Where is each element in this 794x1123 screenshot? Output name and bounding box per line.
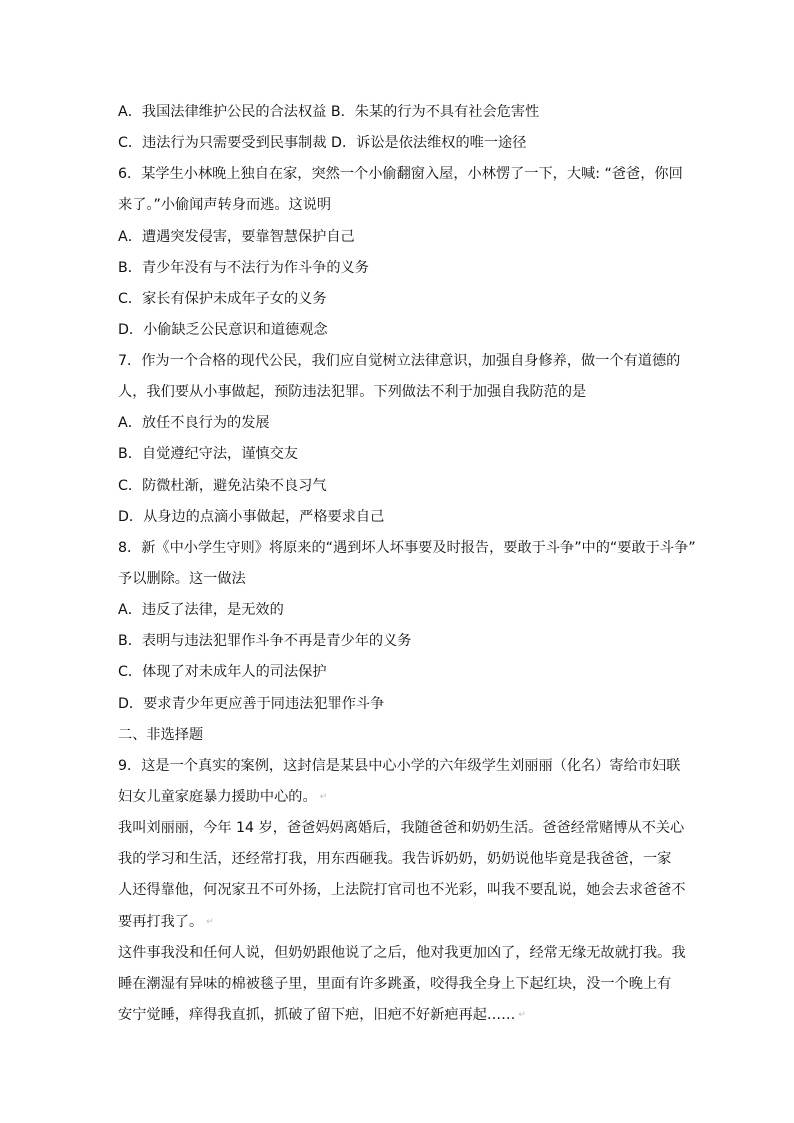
question-8-option-d: D．要求青少年更应善于同违法犯罪作斗争 <box>118 696 385 712</box>
question-7-stem-cont: 人，我们要从小事做起，预防违法犯罪。下列做法不利于加强自我防范的是 <box>118 384 587 400</box>
section-heading: 二、非选择题 <box>118 727 204 743</box>
paragraph-mark-icon: ↵ <box>518 1010 526 1020</box>
letter-line: 人还得靠他，何况家丑不可外扬，上法院打官司也不光彩，叫我不要乱说，她会去求爸爸不 <box>118 882 686 898</box>
question-7-option-c: C．防微杜渐，避免沾染不良习气 <box>118 478 327 494</box>
letter-line: 睡在潮湿有异味的棉被毯子里，里面有许多跳蚤，咬得我全身上下起红块，没一个晚上有 <box>118 976 672 992</box>
question-8-option-c: C．体现了对未成年人的司法保护 <box>118 664 327 680</box>
question-8-option-b: B．表明与违法犯罪作斗争不再是青少年的义务 <box>118 633 412 649</box>
option-line-c-d: C．违法行为只需要受到民事制裁 D．诉讼是依法维权的唯一途径 <box>118 135 527 151</box>
question-6-option-b: B．青少年没有与不法行为作斗争的义务 <box>118 260 369 276</box>
letter-line: 要再打我了。 ↵ <box>118 914 214 930</box>
letter-line: 安宁觉睡，痒得我直抓，抓破了留下疤，旧疤不好新疤再起…… ↵ <box>118 1007 526 1023</box>
question-6-stem-cont: 来了。”小偷闻声转身而逃。这说明 <box>118 197 332 213</box>
question-8-stem-cont: 予以删除。这一做法 <box>118 571 246 587</box>
letter-line: 这件事我没和任何人说，但奶奶跟他说了之后，他对我更加凶了，经常无缘无故就打我。我 <box>118 945 686 961</box>
question-6-option-a: A．遭遇突发侵害，要靠智慧保护自己 <box>118 229 355 245</box>
question-7-option-b: B．自觉遵纪守法，谨慎交友 <box>118 446 298 462</box>
question-9-stem-cont: 妇女儿童家庭暴力援助中心的。 ↵ <box>118 789 328 805</box>
question-7-stem: 7．作为一个合格的现代公民，我们应自觉树立法律意识，加强自身修养，做一个有道德的 <box>118 353 681 369</box>
question-6-option-c: C．家长有保护未成年子女的义务 <box>118 291 327 307</box>
question-6-option-d: D．小偷缺乏公民意识和道德观念 <box>118 322 328 338</box>
question-9-stem: 9．这是一个真实的案例，这封信是某县中心小学的六年级学生刘丽丽（化名）寄给市妇联 <box>118 758 681 774</box>
question-7-option-d: D．从身边的点滴小事做起，严格要求自己 <box>118 509 385 525</box>
question-8-option-a: A．违反了法律，是无效的 <box>118 602 284 618</box>
letter-line: 我叫刘丽丽，今年 14 岁，爸爸妈妈离婚后，我随爸爸和奶奶生活。爸爸经常赌博从不关心 <box>118 820 685 836</box>
question-7-option-a: A．放任不良行为的发展 <box>118 415 270 431</box>
question-6-stem: 6．某学生小林晚上独自在家，突然一个小偷翻窗入屋，小林愣了一下，大喊: “爸爸，你回 <box>118 166 683 182</box>
paragraph-mark-icon: ↵ <box>206 917 214 927</box>
option-line-a-b: A．我国法律维护公民的合法权益 B．朱某的行为不具有社会危害性 <box>118 104 540 120</box>
paragraph-mark-icon: ↵ <box>319 792 328 802</box>
question-8-stem: 8．新《中小学生守则》将原来的“遇到坏人坏事要及时报告，要敢于斗争”中的“要敢于斗争” <box>118 540 696 556</box>
letter-line: 我的学习和生活，还经常打我，用东西砸我。我告诉奶奶，奶奶说他毕竟是我爸爸，一家 <box>118 851 672 867</box>
